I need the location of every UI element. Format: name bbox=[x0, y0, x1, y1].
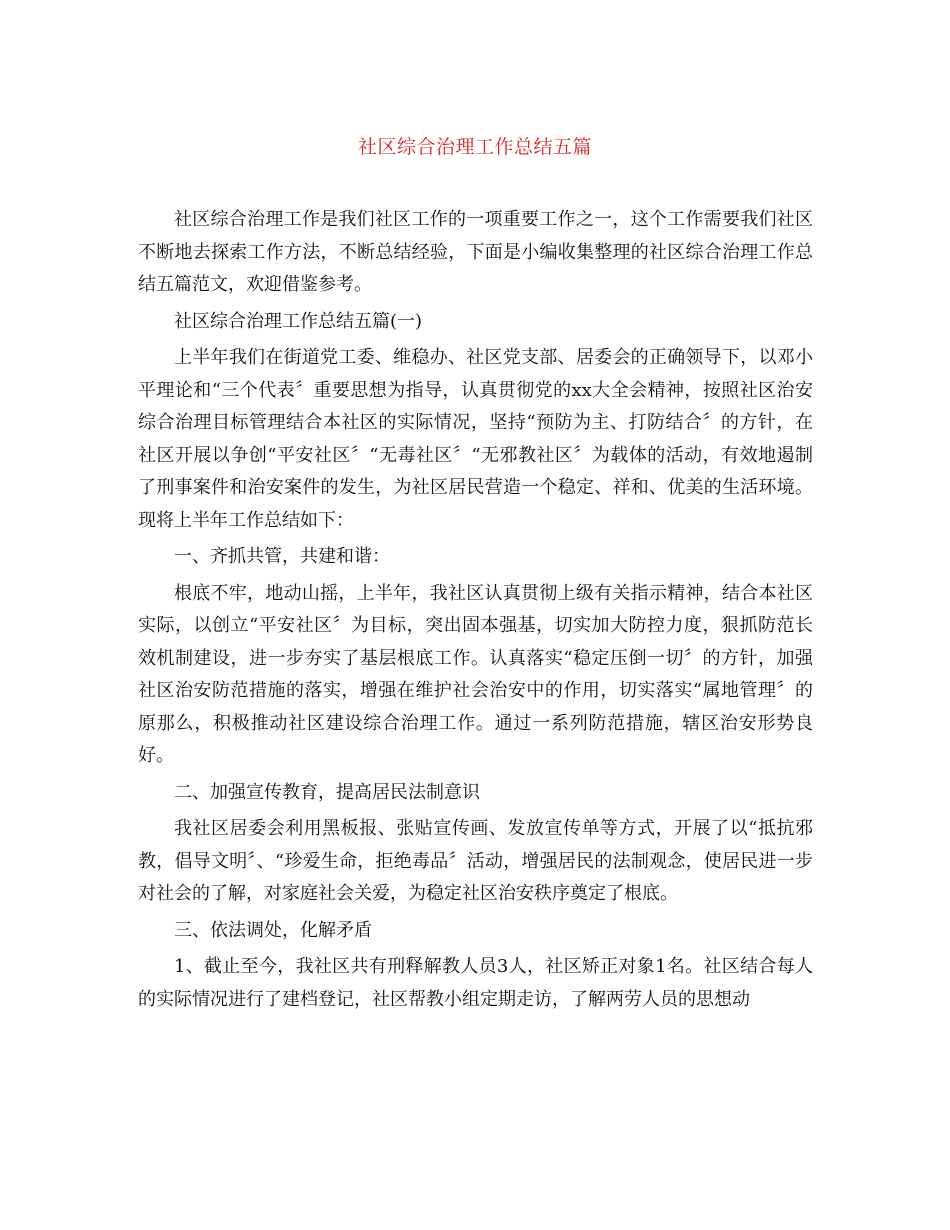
subheading: 一、齐抓共管，共建和谐： bbox=[174, 546, 390, 567]
section-heading: 社区综合治理工作总结五篇(一) bbox=[174, 310, 423, 332]
body-paragraph: 1、截止至今，我社区共有刑释解教人员3人，社区矫正对象1名。社区结合每人的实际情况进行了建档登记，社区帮教小组定期走访，了解两劳人员的思想动 bbox=[138, 956, 813, 1010]
intro-paragraph: 社区综合治理工作是我们社区工作的一项重要工作之一，这个工作需要我们社区不断地去探索工作方法，不断总结经验，下面是小编收集整理的社区综合治理工作总结五篇范文，欢迎借鉴参考。 bbox=[138, 209, 813, 295]
body-paragraph: 我社区居委会利用黑板报、张贴宣传画、发放宣传单等方式，开展了以“抵抗邪教，倡导文明〞、“珍爱生命，拒绝毒品〞活动，增强居民的法制观念，使居民进一步对社会的了解，对家庭社会关爱，为稳定社区治安秩序奠定了根底。 bbox=[138, 818, 813, 904]
document-title: 社区综合治理工作总结五篇 bbox=[357, 136, 592, 158]
subheading: 三、依法调处，化解矛盾 bbox=[174, 919, 372, 941]
document-body bbox=[138, 204, 813, 1020]
body-paragraph: 根底不牢，地动山摇，上半年，我社区认真贯彻上级有关指示精神，结合本社区实际，以创立“平安社区〞为目标，突出固本强基，切实加大防控力度，狠抓防范长效机制建设，进一步夯实了基层根底工作。认真落实“稳定压倒一切〞的方针，加强社区治安防范措施的落实，增强在维护社会治安中的作用，切实落实“属地管理〞的原那么，积极推动社区建设综合治理工作。通过一系列防范措施，辖区治安形势良好。 bbox=[138, 582, 813, 766]
body-paragraph: 上半年我们在街道党工委、维稳办、社区党支部、居委会的正确领导下，以邓小平理论和“三个代表〞重要思想为指导，认真贯彻党的xx大全会精神，按照社区治安综合治理目标管理结合本社区的实际情况，坚持“预防为主、打防结合〞的方针，在社区开展以争创“平安社区〞“无毒社区〞“无邪教社区〞为载体的活动，有效地遏制了刑事案件和治安案件的发生，为社区居民营造一个稳定、祥和、优美的生活环境。现将上半年工作总结如下： bbox=[138, 347, 813, 531]
subheading: 二、加强宣传教育，提高居民法制意识 bbox=[174, 781, 480, 803]
